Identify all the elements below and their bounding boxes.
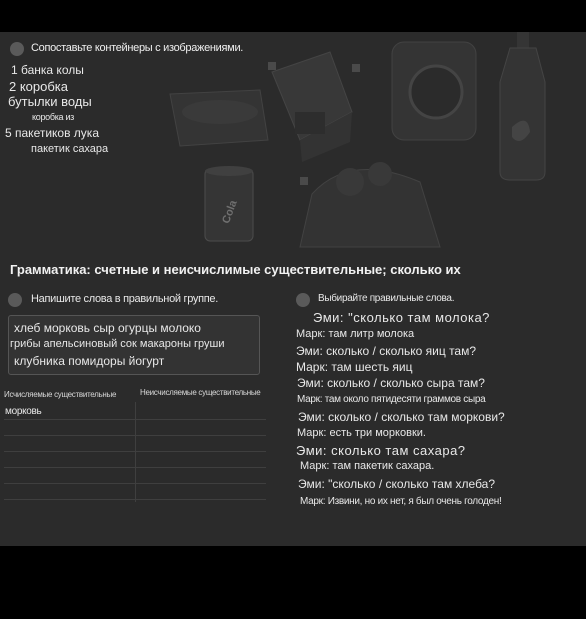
water-bottle-image bbox=[500, 32, 545, 180]
exercise-number-badge bbox=[296, 293, 310, 307]
sugar-packet-image bbox=[392, 42, 476, 140]
match-item-1: 1 банка колы bbox=[11, 63, 84, 77]
dialogue-line: Марк: там пакетик сахара. bbox=[300, 460, 435, 472]
textbook-page bbox=[0, 32, 586, 546]
match-item-2: 2 коробка bbox=[9, 79, 69, 94]
cola-can-label: Cola bbox=[220, 198, 240, 226]
exercise-3-instruction: Напишите слова в правильной группе. bbox=[31, 293, 218, 305]
column-divider bbox=[135, 402, 136, 502]
exercise-4-instruction: Выбирайте правильные слова. bbox=[318, 293, 455, 304]
countable-answer: морковь bbox=[5, 406, 42, 417]
word-line-3: клубника помидоры йогурт bbox=[14, 354, 165, 368]
dialogue-line: Эми: сколько / сколько там моркови? bbox=[298, 410, 505, 424]
dialogue-line: Эми: "сколько там молока? bbox=[313, 310, 490, 325]
match-item-4: коробка из bbox=[32, 112, 75, 122]
dialogue-line: Марк: там литр молока bbox=[296, 328, 415, 340]
match-item-3: бутылки воды bbox=[8, 94, 92, 109]
dialogue-line: Марк: есть три морковки. bbox=[297, 427, 426, 439]
word-line-1: хлеб морковь сыр огурцы молоко bbox=[14, 321, 201, 335]
carton-image bbox=[272, 52, 352, 162]
grammar-heading: Грамматика: счетные и неисчислимые существительные; сколько их bbox=[10, 262, 461, 277]
word-line-2: грибы апельсиновый сок макароны груши bbox=[10, 338, 225, 350]
onion-bag-image bbox=[300, 162, 440, 247]
dialogue-line: Эми: сколько / сколько сыра там? bbox=[297, 376, 485, 390]
uncountable-column-header: Неисчисляемые существительные bbox=[140, 388, 261, 397]
countable-column-header: Исчисляемые существительные bbox=[4, 390, 117, 399]
dialogue-line: Эми: сколько / сколько яиц там? bbox=[296, 344, 477, 358]
dialogue-line: Марк: там около пятидесяти граммов сыра bbox=[297, 394, 486, 405]
containers-illustration bbox=[0, 32, 586, 252]
exercise-2-instruction: Сопоставьте контейнеры с изображениями. bbox=[31, 42, 244, 54]
match-item-5: 5 пакетиков лука bbox=[5, 126, 99, 140]
exercise-number-badge bbox=[8, 293, 22, 307]
egg-box-image bbox=[170, 90, 268, 146]
dialogue-line: Марк: Извини, но их нет, я был очень голоден! bbox=[300, 496, 502, 507]
dialogue-line: Эми: сколько там сахара? bbox=[296, 443, 466, 458]
match-item-6: пакетик сахара bbox=[31, 143, 109, 155]
dialogue-line: Марк: там шесть яиц bbox=[296, 360, 413, 374]
dialogue-line: Эми: "сколько / сколько там хлеба? bbox=[298, 477, 496, 491]
